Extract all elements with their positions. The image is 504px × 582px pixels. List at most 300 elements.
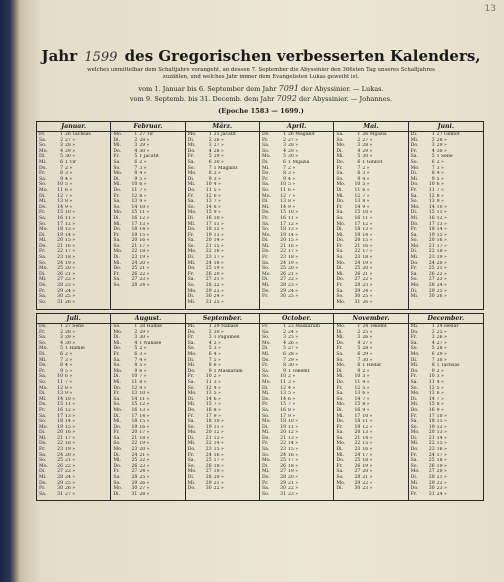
weekday: Mo.: [187, 391, 197, 397]
weekday: Mo.: [187, 249, 197, 255]
ethiopian-date: 1 Hedar: [362, 363, 382, 369]
day-number: 4: [134, 340, 138, 346]
day-number: 27: [428, 469, 435, 475]
weekday: Sa.: [336, 391, 344, 397]
day-number: 20: [205, 430, 212, 436]
day-number: 1: [431, 132, 435, 137]
day-number: 17: [57, 413, 63, 419]
weekday: Di.: [187, 137, 195, 143]
weekday: Fr.: [113, 271, 120, 277]
ethiopian-date: 18 »: [65, 441, 76, 447]
day-row: [334, 300, 407, 306]
day-number: 10: [205, 374, 212, 380]
day-number: 19: [131, 232, 138, 238]
day-number: 29: [428, 288, 435, 294]
ethiopian-date: 14 »: [213, 238, 224, 244]
ethiopian-date: 20 »: [288, 266, 299, 272]
weekday: Mi.: [336, 335, 344, 341]
day-number: 17: [428, 221, 435, 227]
ethiopian-date: 27 »: [288, 346, 299, 352]
ethiopian-date: 8 »: [65, 385, 73, 391]
weekday: Fr.: [113, 232, 120, 238]
weekday: Fr.: [262, 324, 269, 329]
day-number: 15: [428, 402, 435, 408]
ethiopian-date: 23 »: [139, 277, 150, 283]
ethiopian-date: 18 »: [362, 458, 373, 464]
day-number: 5: [357, 154, 361, 160]
ethiopian-date: 2 »: [213, 374, 221, 380]
ethiopian-date: 8 »: [362, 402, 370, 408]
day-number: 3: [431, 143, 435, 149]
weekday: Fr.: [262, 480, 269, 486]
weekday: So.: [39, 340, 47, 346]
weekday: Do.: [410, 486, 419, 492]
weekday: Mi.: [410, 363, 419, 369]
day-number: 20: [354, 238, 361, 244]
day-number: 31: [131, 491, 138, 497]
weekday: Di.: [113, 335, 120, 341]
weekday: Di.: [39, 232, 46, 238]
weekday: Fr.: [262, 255, 269, 261]
ethiopian-date: 6 »: [65, 187, 73, 193]
ethiopian-date: 27 »: [65, 491, 76, 497]
day-number: 26: [428, 463, 435, 469]
ethiopian-date: 22 »: [65, 463, 76, 469]
day-number: 19: [354, 232, 361, 238]
weekday: Do.: [410, 260, 419, 266]
ethiopian-date: 18 »: [362, 255, 373, 261]
day-number: 20: [57, 430, 63, 436]
ethiopian-date: 13 »: [362, 227, 373, 233]
weekday: Fr.: [113, 391, 120, 397]
day-number: 2: [60, 329, 63, 335]
ethiopian-date: 3 »: [65, 171, 73, 177]
weekday: Fr.: [39, 486, 46, 492]
ethiopian-date: 12 »: [139, 402, 150, 408]
ethiopian-date: 26 Magabit: [288, 132, 315, 137]
day-number: 29: [205, 480, 212, 486]
day-number: 11: [280, 187, 286, 193]
ethiopian-date: 23 »: [436, 486, 447, 492]
weekday: Do.: [39, 480, 47, 486]
ethiopian-date: 1 Jacatit: [139, 154, 159, 160]
ethiopian-date: 20 »: [436, 469, 447, 475]
day-number: 25: [280, 458, 286, 464]
day-number: 29: [131, 480, 138, 486]
ethiopian-date: 22 »: [213, 486, 224, 492]
day-number: 3: [60, 143, 63, 149]
day-number: 20: [57, 238, 63, 244]
weekday: Sa.: [262, 447, 270, 453]
month-header: Januar.: [37, 122, 110, 132]
ethiopian-date: 17 »: [139, 430, 150, 436]
weekday: Do.: [187, 266, 196, 272]
weekday: Mo.: [410, 204, 420, 210]
weekday: Sa.: [113, 475, 121, 481]
day-number: 13: [57, 391, 63, 397]
day-number: 26: [131, 463, 138, 469]
weekday: Di.: [39, 351, 46, 357]
day-number: 18: [280, 227, 286, 233]
weekday: Mo.: [113, 210, 123, 216]
day-number: 13: [354, 199, 361, 205]
ethiopian-date: 30 »: [213, 329, 224, 335]
day-number: 15: [354, 210, 361, 216]
weekday: Mi.: [39, 475, 47, 481]
weekday: Mo.: [336, 221, 346, 227]
day-number: 21: [131, 243, 138, 249]
day-number: 15: [280, 402, 286, 408]
ethiopian-date: 28 »: [288, 351, 299, 357]
ethiopian-date: 3 »: [65, 357, 73, 363]
weekday: Do.: [113, 227, 122, 233]
weekday: Sa.: [262, 221, 270, 227]
day-number: 19: [280, 424, 286, 430]
ethiopian-date: 21 »: [65, 271, 76, 277]
ethiopian-date: 7 »: [288, 402, 296, 408]
ethiopian-date: 2 »: [65, 165, 73, 171]
ethiopian-date: 3 »: [213, 346, 221, 352]
day-number: 18: [131, 227, 138, 233]
day-number: 27: [354, 277, 361, 283]
weekday: So.: [262, 187, 270, 193]
day-number: 25: [428, 458, 435, 464]
day-number: 5: [431, 154, 435, 160]
day-number: 6: [357, 159, 361, 165]
ethiopian-date: 10 »: [65, 396, 76, 402]
weekday: Fr.: [336, 463, 343, 469]
day-number: 20: [280, 238, 286, 244]
day-number: 18: [205, 419, 212, 425]
weekday: So.: [336, 215, 344, 221]
day-number: 14: [354, 396, 361, 402]
ethiopian-date: 30 »: [436, 148, 447, 154]
day-number: 19: [205, 232, 212, 238]
day-number: 17: [131, 413, 138, 419]
day-number: 2: [208, 137, 212, 143]
weekday: So.: [262, 452, 270, 458]
ethiopian-date: 6 »: [213, 363, 221, 369]
weekday: So.: [262, 491, 270, 497]
ethiopian-date: 24 »: [139, 469, 150, 475]
ethiopian-date: 25 Jacatit: [213, 132, 237, 137]
ethiopian-date: 4 »: [65, 363, 73, 369]
weekday: Fr.: [410, 413, 417, 419]
ethiopian-date: 29 »: [436, 143, 447, 149]
day-number: 30: [57, 294, 63, 300]
weekday: Di.: [336, 266, 343, 272]
ethiopian-date: 27 »: [139, 486, 150, 492]
day-number: 11: [354, 379, 361, 385]
weekday: Di.: [336, 329, 343, 335]
weekday: Di.: [262, 385, 269, 391]
day-number: 13: [354, 391, 361, 397]
ethiopian-date: 5 »: [362, 182, 370, 188]
ethiopian-date: 4 »: [288, 176, 296, 182]
weekday: Mo.: [113, 368, 123, 374]
weekday: Mo.: [336, 441, 346, 447]
weekday: Mo.: [410, 469, 420, 475]
weekday: Di.: [113, 255, 120, 261]
ethiopian-date: 23 »: [213, 288, 224, 294]
ethiopian-date: 14 »: [436, 435, 447, 441]
day-number: 21: [354, 243, 361, 249]
ethiopian-date: 1 Magabit: [213, 165, 238, 171]
ethiopian-date: 19 »: [436, 463, 447, 469]
ethiopian-date: 6 »: [139, 182, 147, 188]
weekday: So.: [187, 346, 195, 352]
ethiopian-date: 24 »: [139, 283, 150, 289]
ethiopian-date: 30 »: [139, 148, 150, 154]
weekday: Sa.: [262, 143, 270, 149]
ethiopian-date: 17 »: [139, 243, 150, 249]
ethiopian-date: 25 »: [436, 329, 447, 335]
weekday: So.: [113, 165, 121, 171]
day-number: 25: [354, 266, 361, 272]
weekday: Mo.: [187, 210, 197, 216]
weekday: Mi.: [187, 260, 196, 266]
day-number: 23: [428, 255, 435, 261]
ethiopian-date: 4 »: [65, 176, 73, 182]
ethiopian-date: 30 »: [288, 154, 299, 160]
ethiopian-date: 19 »: [213, 469, 224, 475]
day-number: 5: [283, 154, 286, 160]
weekday: Mi.: [39, 159, 47, 165]
weekday: Mo.: [410, 430, 420, 436]
day-number: 8: [134, 363, 138, 369]
ethiopian-date: 14 »: [362, 232, 373, 238]
ethiopian-date: 10 »: [65, 210, 76, 216]
ethiopian-date: 2 »: [213, 340, 221, 346]
ethiopian-date: 26 »: [436, 335, 447, 341]
ethiopian-date: 4 »: [213, 351, 221, 357]
ethiopian-date: 10 »: [362, 210, 373, 216]
ethiopian-date: 29 »: [288, 148, 299, 154]
ethiopian-date: 8 »: [65, 199, 73, 205]
ethiopian-date: 27 »: [65, 137, 76, 143]
weekday: Sa.: [410, 340, 419, 346]
ethiopian-date: 14 »: [65, 232, 76, 238]
ethiopian-date: 20 »: [436, 260, 447, 266]
day-number: 18: [428, 419, 435, 425]
ethiopian-date: 16 »: [362, 447, 373, 453]
weekday: Do.: [336, 238, 345, 244]
ethiopian-date: 20 »: [213, 271, 224, 277]
weekday: Fr.: [410, 148, 417, 154]
ethiopian-date: 24 »: [213, 294, 224, 300]
weekday: Do.: [336, 379, 345, 385]
ethiopian-date: 11 »: [288, 215, 299, 221]
ethiopian-date: 12 »: [362, 221, 373, 227]
weekday: Do.: [39, 283, 47, 289]
day-row: [37, 300, 110, 306]
day-number: 18: [280, 419, 286, 425]
day-row: [409, 492, 483, 498]
day-number: 6: [208, 159, 212, 165]
ethiopian-date: 29 »: [288, 357, 299, 363]
day-number: 18: [354, 419, 361, 425]
day-number: 4: [283, 340, 286, 346]
day-number: 9: [60, 368, 63, 374]
day-number: 28: [280, 475, 286, 481]
ethiopian-date: 29 »: [65, 148, 76, 154]
day-number: 12: [280, 193, 286, 199]
weekday: Do.: [262, 475, 270, 481]
day-number: 15: [280, 210, 286, 216]
day-row: [111, 283, 184, 289]
ethiopian-date: 12 »: [213, 227, 224, 233]
weekday: Do.: [39, 165, 47, 171]
day-number: 29: [57, 288, 63, 294]
ethiopian-date: 19 »: [362, 260, 373, 266]
ethiopian-date: 25 »: [288, 335, 299, 341]
ethiopian-date: 15 »: [362, 441, 373, 447]
month-header: April.: [260, 122, 333, 132]
ethiopian-date: 18 »: [213, 463, 224, 469]
ethiopian-date: 28 »: [362, 346, 373, 352]
day-number: 16: [280, 407, 286, 413]
weekday: Sa.: [262, 368, 270, 374]
day-number: 15: [131, 402, 138, 408]
day-number: 8: [134, 171, 138, 177]
ethiopian-date: 20 »: [139, 260, 150, 266]
ethiopian-date: 25 »: [362, 329, 373, 335]
ethiopian-date: 13 »: [139, 407, 150, 413]
ethiopian-date: 2 »: [362, 368, 370, 374]
ethiopian-date: 2 »: [65, 351, 73, 357]
day-number: 7: [134, 357, 138, 363]
weekday: Fr.: [262, 363, 269, 369]
day-number: 17: [205, 413, 212, 419]
ethiopian-date: 7 »: [436, 187, 444, 193]
ethiopian-date: 29 »: [139, 143, 150, 149]
weekday: So.: [410, 199, 418, 205]
weekday: Mo.: [336, 324, 346, 329]
day-number: 21: [280, 435, 286, 441]
weekday: Mo.: [39, 385, 48, 391]
day-number: 22: [205, 441, 212, 447]
day-number: 6: [134, 351, 138, 357]
day-number: 1: [283, 324, 286, 329]
day-number: 14: [280, 204, 286, 210]
day-number: 13: [205, 391, 212, 397]
day-number: 28: [428, 475, 435, 481]
ethiopian-date: 14 »: [436, 227, 447, 233]
weekday: Do.: [262, 435, 270, 441]
day-number: 18: [354, 227, 361, 233]
weekday: Di.: [187, 294, 195, 300]
weekday: So.: [410, 385, 418, 391]
month-column: [260, 122, 334, 309]
ethiopian-date: 1 Tir: [65, 159, 77, 165]
weekday: Mi.: [410, 441, 419, 447]
weekday: Sa.: [113, 159, 121, 165]
day-number: 10: [57, 182, 63, 188]
day-number: 26: [354, 463, 361, 469]
weekday: Mo.: [187, 351, 197, 357]
weekday: Di.: [410, 132, 418, 137]
weekday: So.: [39, 458, 47, 464]
day-number: 7: [357, 357, 361, 363]
day-number: 14: [131, 204, 138, 210]
weekday: Di.: [113, 374, 120, 380]
ethiopian-date: 5 »: [139, 363, 147, 369]
ethiopian-date: 10 »: [139, 204, 150, 210]
weekday: Do.: [187, 447, 196, 453]
day-number: 17: [354, 221, 361, 227]
day-number: 28: [428, 283, 435, 289]
day-number: 6: [431, 351, 435, 357]
day-number: 9: [431, 176, 435, 182]
ethiopian-date: 18 »: [436, 249, 447, 255]
day-number: 26: [280, 271, 286, 277]
ethiopian-date: 7 »: [65, 379, 73, 385]
weekday: Do.: [113, 346, 122, 352]
ethiopian-date: 5 »: [213, 187, 221, 193]
weekday: Sa.: [187, 340, 196, 346]
weekday: Fr.: [262, 215, 269, 221]
ethiopian-date: 24 »: [288, 288, 299, 294]
day-number: 8: [208, 363, 212, 369]
ethiopian-date: 28 »: [436, 137, 447, 143]
ethiopian-date: 23 Maskaram: [288, 324, 320, 329]
day-number: 23: [131, 447, 138, 453]
day-number: 12: [354, 193, 361, 199]
ethiopian-date: 28 »: [436, 346, 447, 352]
weekday: Mi.: [410, 402, 419, 408]
ethiopian-date: 29 »: [362, 148, 373, 154]
day-number: 4: [60, 340, 63, 346]
weekday: Mo.: [262, 154, 271, 160]
weekday: Di.: [262, 346, 269, 352]
weekday: Mi.: [39, 199, 47, 205]
weekday: Mo.: [262, 419, 271, 425]
ethiopian-date: 26 »: [362, 335, 373, 341]
weekday: Sa.: [336, 288, 344, 294]
weekday: Mo.: [410, 391, 420, 397]
weekday: Do.: [187, 368, 196, 374]
ethiopian-date: 26 Tachsas: [65, 132, 91, 137]
weekday: Di.: [336, 486, 343, 492]
day-number: 16: [205, 215, 212, 221]
day-number: 22: [57, 249, 63, 255]
day-number: 1: [134, 132, 138, 137]
day-number: 18: [57, 419, 63, 425]
weekday: Sa.: [113, 277, 121, 283]
ethiopian-date: 11 »: [362, 419, 373, 425]
weekday: Sa.: [187, 379, 196, 385]
day-number: 20: [131, 430, 138, 436]
day-number: 27: [131, 469, 138, 475]
weekday: Mi.: [187, 143, 196, 149]
weekday: Mi.: [336, 452, 344, 458]
ethiopian-date: 27 »: [213, 143, 224, 149]
weekday: Di.: [410, 396, 418, 402]
day-number: 31: [280, 491, 286, 497]
day-number: 19: [57, 424, 63, 430]
day-number: 23: [131, 255, 138, 261]
day-number: 24: [57, 260, 63, 266]
ethiopian-date: 1 Nahase: [139, 340, 162, 346]
day-number: 9: [283, 368, 286, 374]
ethiopian-date: 6 »: [65, 374, 73, 380]
weekday: Di.: [113, 452, 120, 458]
ethiopian-date: 26 »: [65, 486, 76, 492]
weekday: Sa.: [262, 182, 270, 188]
day-number: 29: [280, 288, 286, 294]
weekday: Do.: [336, 340, 345, 346]
day-number: 11: [57, 379, 63, 385]
